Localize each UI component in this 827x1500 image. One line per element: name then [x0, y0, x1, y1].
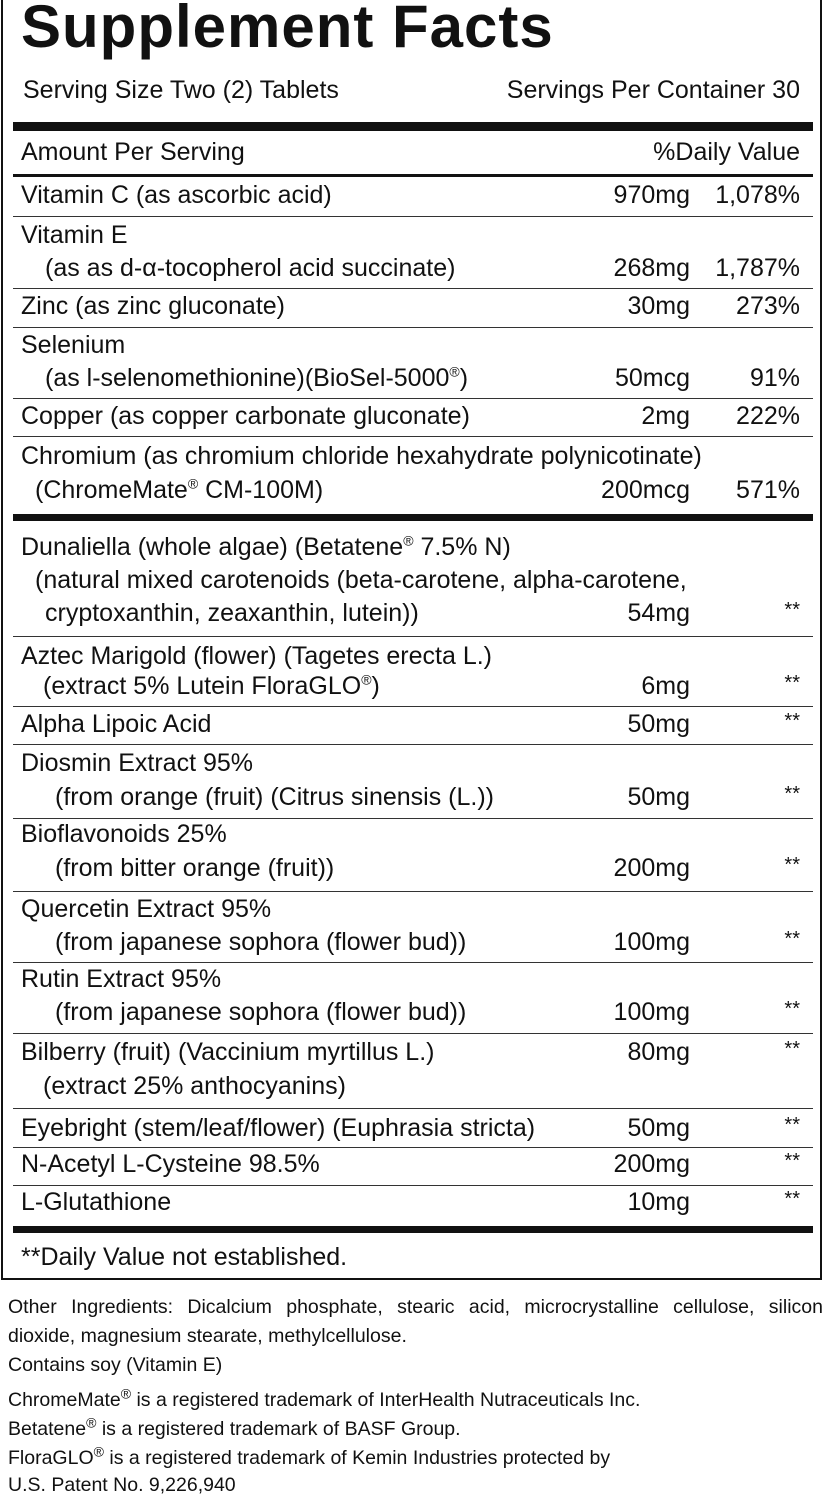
row-divider — [13, 744, 813, 745]
ingredient-detail: (from orange (fruit) (Citrus sinensis (L.)) — [55, 783, 494, 811]
ingredient-amount: 6mg — [641, 672, 690, 700]
nutrient-name: Chromium (as chromium chloride hexahydrate polynicotinate) — [21, 442, 702, 470]
ingredient-name: Alpha Lipoic Acid — [21, 710, 212, 738]
nutrient-name: Vitamin C (as ascorbic acid) — [21, 181, 332, 209]
nutrient-name: Vitamin E — [21, 221, 128, 249]
trademark-note: Betatene® is a registered trademark of BASF Group. — [8, 1414, 461, 1440]
ingredient-amount: 50mg — [627, 710, 690, 738]
ingredient-daily-value: ** — [784, 998, 800, 1020]
ingredient-name: L-Glutathione — [21, 1188, 172, 1216]
nutrient-source: (as as d-α-tocopherol acid succinate) — [45, 254, 456, 282]
nutrient-daily-value: 91% — [749, 364, 800, 392]
ingredient-daily-value: ** — [784, 599, 800, 621]
nutrient-daily-value: 273% — [736, 292, 800, 320]
registered-mark: ® — [449, 363, 460, 380]
ingredient-daily-value: ** — [784, 672, 800, 694]
ingredient-daily-value: ** — [784, 710, 800, 732]
ingredient-daily-value: ** — [784, 1114, 800, 1136]
ingredient-amount: 10mg — [627, 1188, 690, 1216]
ingredient-name: Diosmin Extract 95% — [21, 749, 254, 777]
ingredient-daily-value: ** — [784, 928, 800, 950]
row-divider — [13, 1147, 813, 1148]
ingredient-name: Eyebright (stem/leaf/flower) (Euphrasia stricta) — [21, 1114, 536, 1142]
ingredient-amount: 50mg — [627, 783, 690, 811]
other-ingredients: Other Ingredients: Dicalcium phosphate, stearic acid, microcrystalline cellulose, silicon dioxide, magnesium stearate, methylcellulose. — [8, 1296, 823, 1347]
serving-size: Serving Size Two (2) Tablets — [23, 76, 339, 104]
ingredient-amount: 50mg — [627, 1114, 690, 1142]
ingredient-amount: 100mg — [613, 928, 690, 956]
ingredient-detail: (extract 25% anthocyanins) — [43, 1072, 346, 1100]
ingredient-detail: (from japanese sophora (flower bud)) — [55, 928, 467, 956]
row-divider — [13, 288, 813, 289]
registered-mark: ® — [86, 1414, 97, 1431]
allergen-statement: Contains soy (Vitamin E) — [8, 1354, 223, 1376]
supplement-facts-panel — [1, 0, 822, 1280]
registered-mark: ® — [120, 1385, 132, 1402]
nutrient-name: Zinc (as zinc gluconate) — [21, 292, 286, 320]
nutrient-name: Selenium — [21, 331, 126, 359]
row-divider — [13, 706, 813, 707]
registered-mark: ® — [361, 671, 372, 688]
row-divider — [13, 962, 813, 963]
amount-per-serving-label: Amount Per Serving — [21, 138, 245, 166]
ingredient-daily-value: ** — [784, 1188, 800, 1210]
row-divider — [13, 636, 813, 637]
thick-divider — [13, 514, 813, 521]
nutrient-daily-value: 1,078% — [715, 181, 800, 209]
daily-value-note: **Daily Value not established. — [21, 1243, 348, 1271]
ingredient-name: Bilberry (fruit) (Vaccinium myrtillus L.) — [21, 1038, 435, 1066]
nutrient-name: Copper (as copper carbonate gluconate) — [21, 402, 470, 430]
ingredient-daily-value: ** — [784, 783, 800, 805]
row-divider — [13, 818, 813, 819]
registered-mark: ® — [93, 1443, 104, 1460]
ingredient-amount: 100mg — [613, 998, 690, 1026]
ingredient-name: N-Acetyl L-Cysteine 98.5% — [21, 1150, 320, 1178]
nutrient-source: (ChromeMate® CM-100M) — [35, 475, 324, 504]
nutrient-source: (as l-selenomethionine)(BioSel-5000®) — [45, 363, 469, 392]
row-divider — [13, 1185, 813, 1186]
ingredient-amount: 80mg — [627, 1038, 690, 1066]
ingredient-amount: 200mg — [613, 854, 690, 882]
row-divider — [13, 398, 813, 399]
nutrient-amount: 2mg — [641, 402, 690, 430]
medium-divider — [13, 174, 813, 177]
registered-mark: ® — [187, 475, 199, 492]
nutrient-daily-value: 1,787% — [715, 254, 800, 282]
ingredient-daily-value: ** — [784, 1150, 800, 1172]
ingredient-detail: (natural mixed carotenoids (beta-carotene, alpha-carotene, — [35, 566, 687, 594]
ingredient-amount: 54mg — [627, 599, 690, 627]
nutrient-amount: 30mg — [627, 292, 690, 320]
ingredient-detail: (from japanese sophora (flower bud)) — [55, 998, 467, 1026]
trademark-note: ChromeMate® is a registered trademark of InterHealth Nutraceuticals Inc. — [8, 1385, 641, 1411]
patent-number: U.S. Patent No. 9,226,940 — [8, 1474, 236, 1496]
ingredient-name: Aztec Marigold (flower) (Tagetes erecta L.) — [21, 642, 493, 670]
thick-divider — [13, 1226, 813, 1233]
row-divider — [13, 216, 813, 217]
row-divider — [13, 327, 813, 328]
ingredient-amount: 200mg — [613, 1150, 690, 1178]
trademark-note: FloraGLO® is a registered trademark of Kemin Industries protected by — [8, 1443, 611, 1469]
ingredient-detail: cryptoxanthin, zeaxanthin, lutein)) — [45, 599, 419, 627]
nutrient-daily-value: 571% — [736, 476, 800, 504]
ingredient-detail: (from bitter orange (fruit)) — [55, 854, 335, 882]
ingredient-name: Rutin Extract 95% — [21, 965, 222, 993]
ingredient-name: Bioflavonoids 25% — [21, 820, 227, 848]
servings-per-container: Servings Per Container 30 — [506, 76, 800, 104]
row-divider — [13, 1033, 813, 1034]
nutrient-amount: 200mcg — [601, 476, 690, 504]
panel-title: Supplement Facts — [21, 0, 554, 60]
nutrient-amount: 50mcg — [614, 364, 690, 392]
ingredient-detail: (extract 5% Lutein FloraGLO®) — [43, 671, 380, 700]
ingredient-daily-value: ** — [784, 854, 800, 876]
row-divider — [13, 436, 813, 437]
nutrient-daily-value: 222% — [736, 402, 800, 430]
ingredient-name: Dunaliella (whole algae) (Betatene® 7.5% N) — [21, 532, 511, 561]
thick-divider — [13, 122, 813, 131]
ingredient-name: Quercetin Extract 95% — [21, 895, 272, 923]
row-divider — [13, 891, 813, 892]
registered-mark: ® — [403, 532, 414, 549]
ingredient-daily-value: ** — [784, 1038, 800, 1060]
row-divider — [13, 1108, 813, 1109]
nutrient-amount: 268mg — [613, 254, 690, 282]
nutrient-amount: 970mg — [613, 181, 690, 209]
daily-value-label: %Daily Value — [653, 138, 800, 166]
